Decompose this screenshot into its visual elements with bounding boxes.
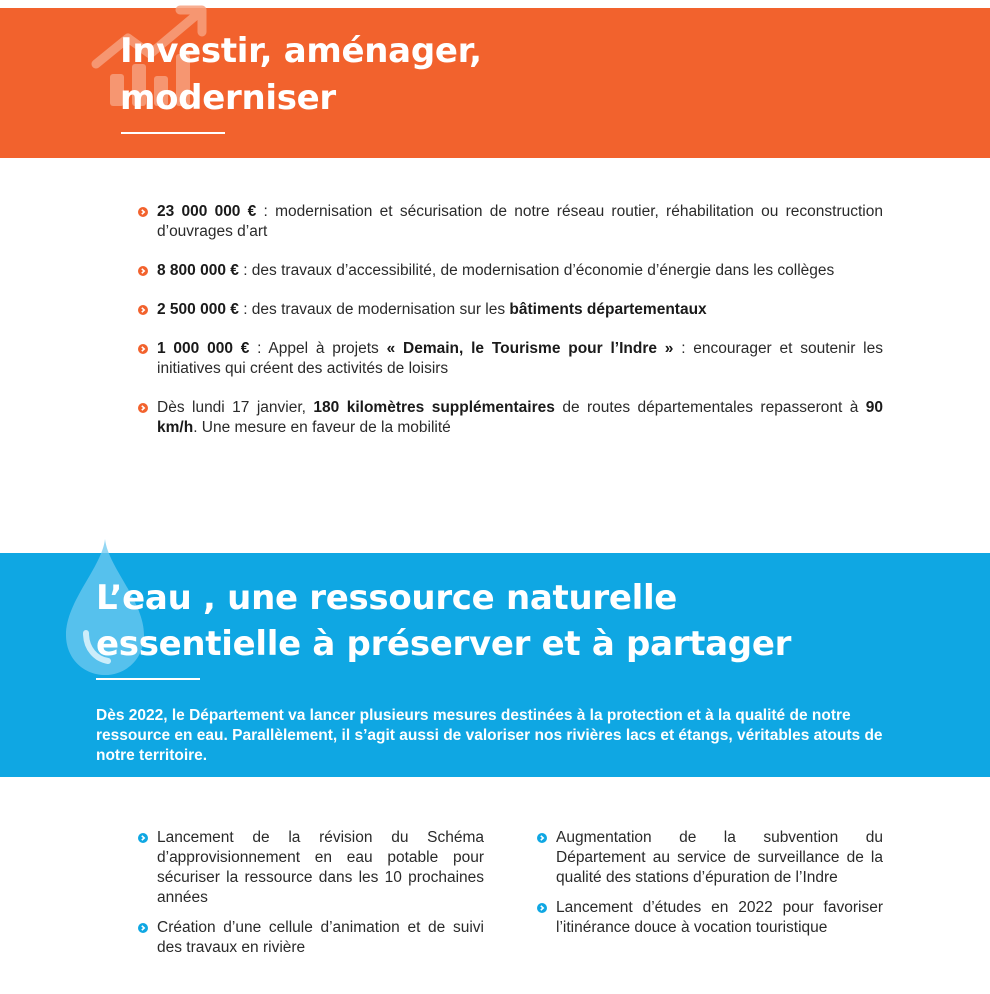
list-item xyxy=(138,300,883,320)
amount: 2 500 000 € xyxy=(157,301,239,318)
item-text-3: . Une mesure en faveur de la mobilité xyxy=(193,419,451,436)
chevron-bullet-icon xyxy=(138,305,148,315)
chevron-bullet-icon xyxy=(138,207,148,217)
section1-header-band xyxy=(0,8,990,158)
item-emphasis: bâtiments départementaux xyxy=(509,301,707,318)
item-text-2: de routes départementales repasseront à xyxy=(554,399,866,416)
section1-title-underline xyxy=(121,132,225,134)
chevron-bullet-icon xyxy=(138,923,148,933)
chevron-bullet-icon xyxy=(138,344,148,354)
list-item xyxy=(138,918,484,958)
section2-intro: Dès 2022, le Département va lancer plusieurs mesures destinées à la protection et à la qualité de notre ressource en eau. Parallèlement, il s’agit aussi de valoriser nos rivières lacs et étangs, véritables atouts de notre territoire. xyxy=(96,707,883,764)
amount: 8 800 000 € xyxy=(157,262,239,279)
amount: 1 000 000 € xyxy=(157,340,250,357)
section1-title-line1: Investir, aménager, xyxy=(120,31,482,71)
item-emphasis-2: 90 km/h xyxy=(157,399,884,436)
section2-list-left xyxy=(138,828,484,968)
item-text-2: : encourager et soutenir les initiatives qui créent des activités de loisirs xyxy=(157,340,883,377)
item-text: : modernisation et sécurisation de notre réseau routier, réhabilitation ou reconstruction d’ouvrages d’art xyxy=(157,203,883,240)
section2-title-underline xyxy=(96,678,200,680)
item-text: : des travaux d’accessibilité, de modernisation d’économie d’énergie dans les collèges xyxy=(238,262,835,279)
section1-title xyxy=(120,28,482,122)
section2-title-line2: essentielle à préserver et à partager xyxy=(96,624,792,664)
chevron-bullet-icon xyxy=(138,266,148,276)
list-item xyxy=(138,202,883,242)
list-item xyxy=(537,898,883,938)
item-text: Augmentation de la subvention du Département au service de surveillance de la qualité des stations d’épuration de l’Indre xyxy=(556,829,883,886)
list-item xyxy=(138,398,883,438)
amount: 23 000 000 € xyxy=(157,203,257,220)
section2-title-line1: L’eau , une ressource naturelle xyxy=(96,578,678,618)
chevron-bullet-icon xyxy=(138,833,148,843)
section1-title-line2: moderniser xyxy=(120,78,336,118)
item-text: Dès lundi 17 janvier, xyxy=(157,399,314,416)
item-emphasis: « Demain, le Tourisme pour l’Indre » xyxy=(386,340,674,357)
item-emphasis: 180 kilomètres supplémentaires xyxy=(313,399,555,416)
item-text: : Appel à projets xyxy=(249,340,387,357)
item-text: : des travaux de modernisation sur les xyxy=(238,301,510,318)
list-item xyxy=(138,828,484,908)
section1-list xyxy=(138,202,883,457)
section2-list-right xyxy=(537,828,883,948)
list-item xyxy=(537,828,883,888)
chevron-bullet-icon xyxy=(537,903,547,913)
item-text: Lancement d’études en 2022 pour favoriser l’itinérance douce à vocation touristique xyxy=(556,899,883,936)
item-text: Lancement de la révision du Schéma d’approvisionnement en eau potable pour sécuriser la ressource dans les 10 prochaines années xyxy=(157,829,484,906)
chevron-bullet-icon xyxy=(537,833,547,843)
list-item xyxy=(138,339,883,379)
chevron-bullet-icon xyxy=(138,403,148,413)
item-text: Création d’une cellule d’animation et de suivi des travaux en rivière xyxy=(157,919,484,956)
section2-title xyxy=(96,575,791,667)
list-item xyxy=(138,261,883,281)
